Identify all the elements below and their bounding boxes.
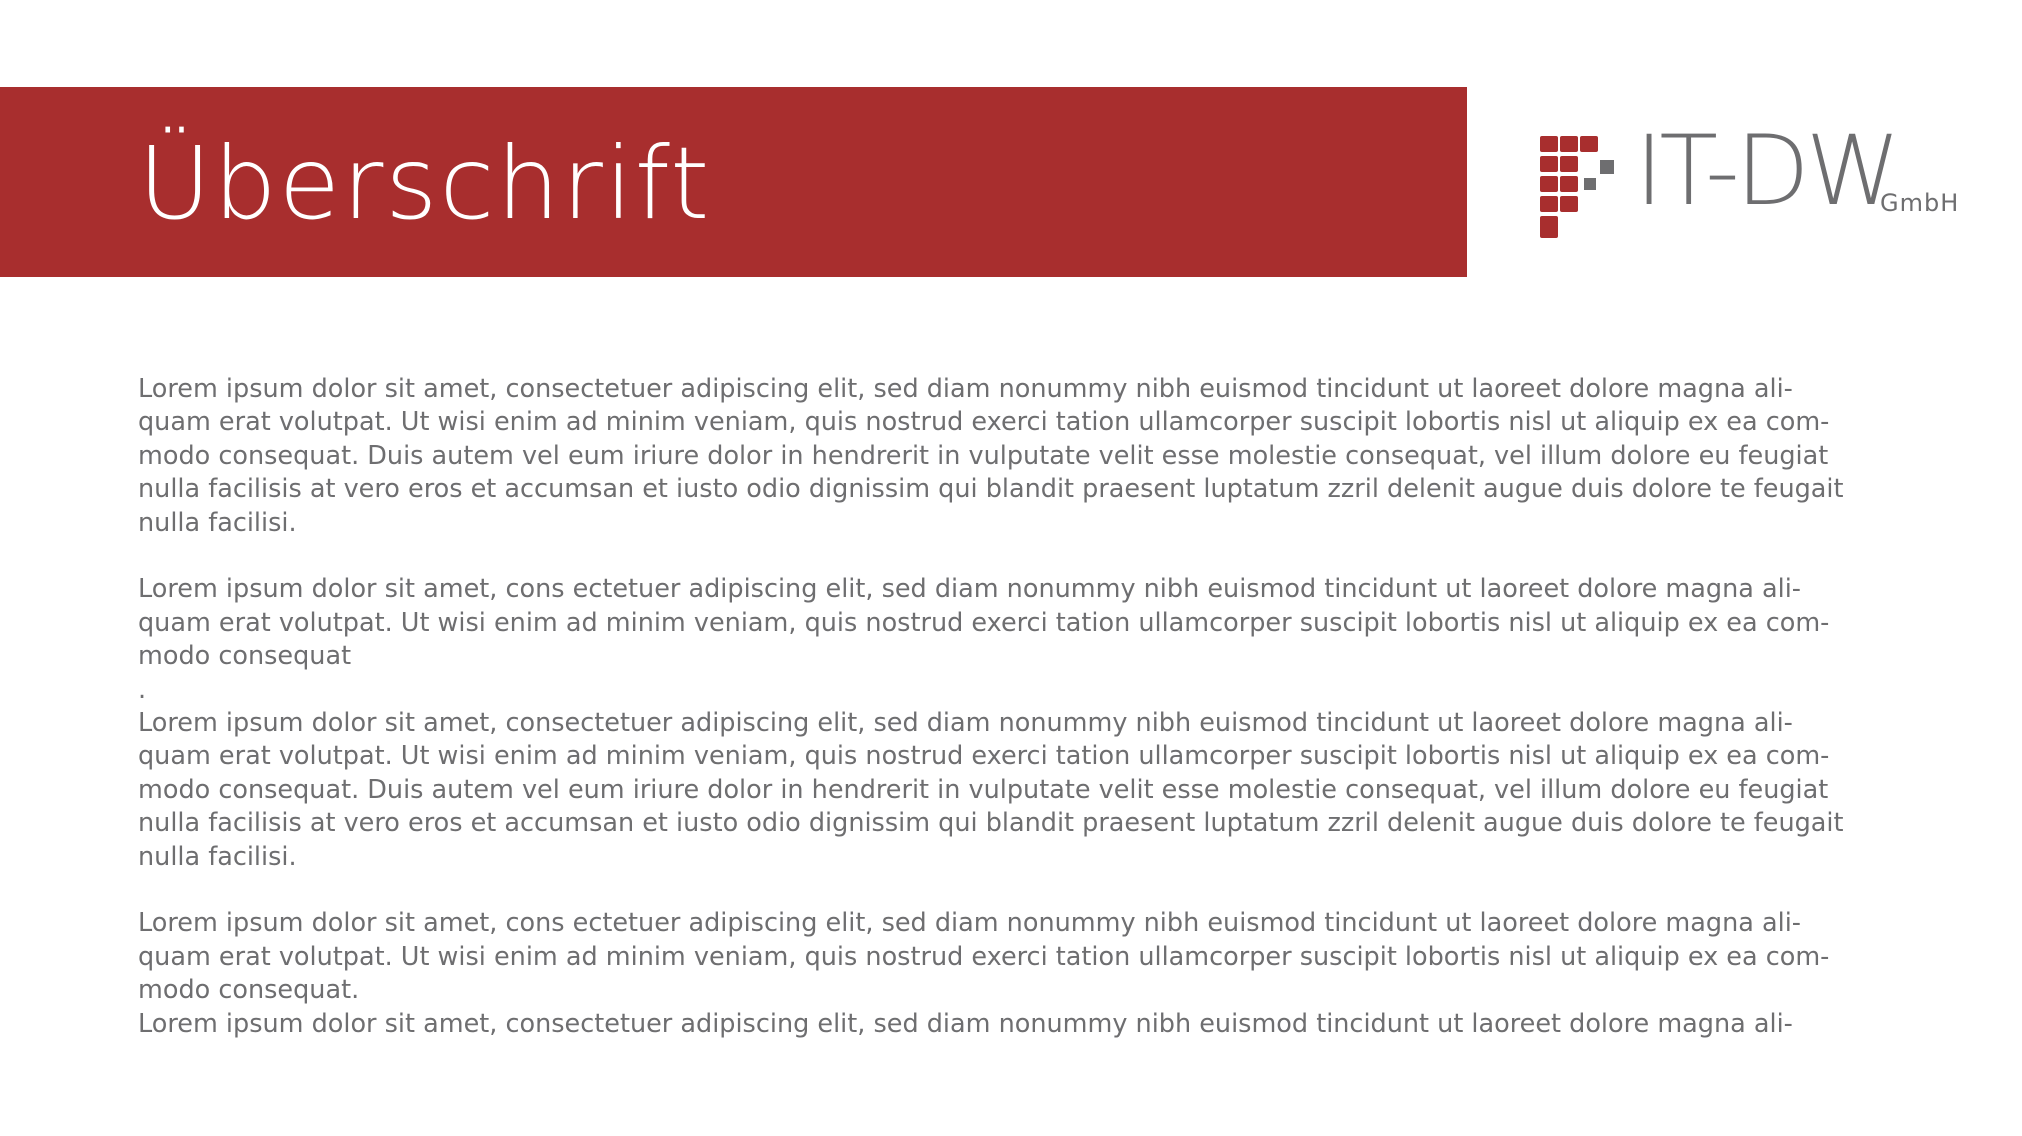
body-text [138,373,1868,1041]
paragraph: Lorem ipsum dolor sit amet, cons ectetuer adipiscing elit, sed diam nonummy nibh euismod tincidunt ut laoreet dolore magna ali- quam erat volutpat. Ut wisi enim ad minim veniam, quis nostrud exerci tation ullamcorper suscipit lobortis nisl ut aliquip ex ea com- modo consequat . [138,574,1830,705]
paragraph: Lorem ipsum dolor sit amet, consectetuer adipiscing elit, sed diam nonummy nibh euismod tincidunt ut laoreet dolore magna ali- quam erat volutpat. Ut wisi enim ad minim veniam, quis nostrud exerci tation ullamcorper suscipit lobortis nisl ut aliquip ex ea com- modo consequat. Duis autem vel eum iriure dolor in hendrerit in vulputate velit esse molestie consequat, vel illum dolore eu feugiat nulla facilisis at vero eros et accumsan et iusto odio dignissim qui blandit praesent luptatum zzril delenit augue duis dolore te feugait nulla facilisi. [138,374,1844,538]
logo-mark-icon [1540,136,1630,242]
logo-suffix: GmbH [1880,189,1960,217]
paragraph: Lorem ipsum dolor sit amet, cons ectetuer adipiscing elit, sed diam nonummy nibh euismod tincidunt ut laoreet dolore magna ali- quam erat volutpat. Ut wisi enim ad minim veniam, quis nostrud exerci tation ullamcorper suscipit lobortis nisl ut aliquip ex ea com- modo consequat. Lorem ipsum dolor sit amet, consectetuer adipiscing elit, sed diam nonummy nibh euismod tincidunt ut laoreet dolore magna ali- [138,908,1830,1039]
logo-wordmark: IT-DW [1635,115,1897,227]
paragraph: Lorem ipsum dolor sit amet, consectetuer adipiscing elit, sed diam nonummy nibh euismod tincidunt ut laoreet dolore magna ali- quam erat volutpat. Ut wisi enim ad minim veniam, quis nostrud exerci tation ullamcorper suscipit lobortis nisl ut aliquip ex ea com- modo consequat. Duis autem vel eum iriure dolor in hendrerit in vulputate velit esse molestie consequat, vel illum dolore eu feugiat nulla facilisis at vero eros et accumsan et iusto odio dignissim qui blandit praesent luptatum zzril delenit augue duis dolore te feugait nulla facilisi. [138,708,1844,872]
company-logo [1540,115,1960,245]
page-title: Überschrift [138,125,712,242]
